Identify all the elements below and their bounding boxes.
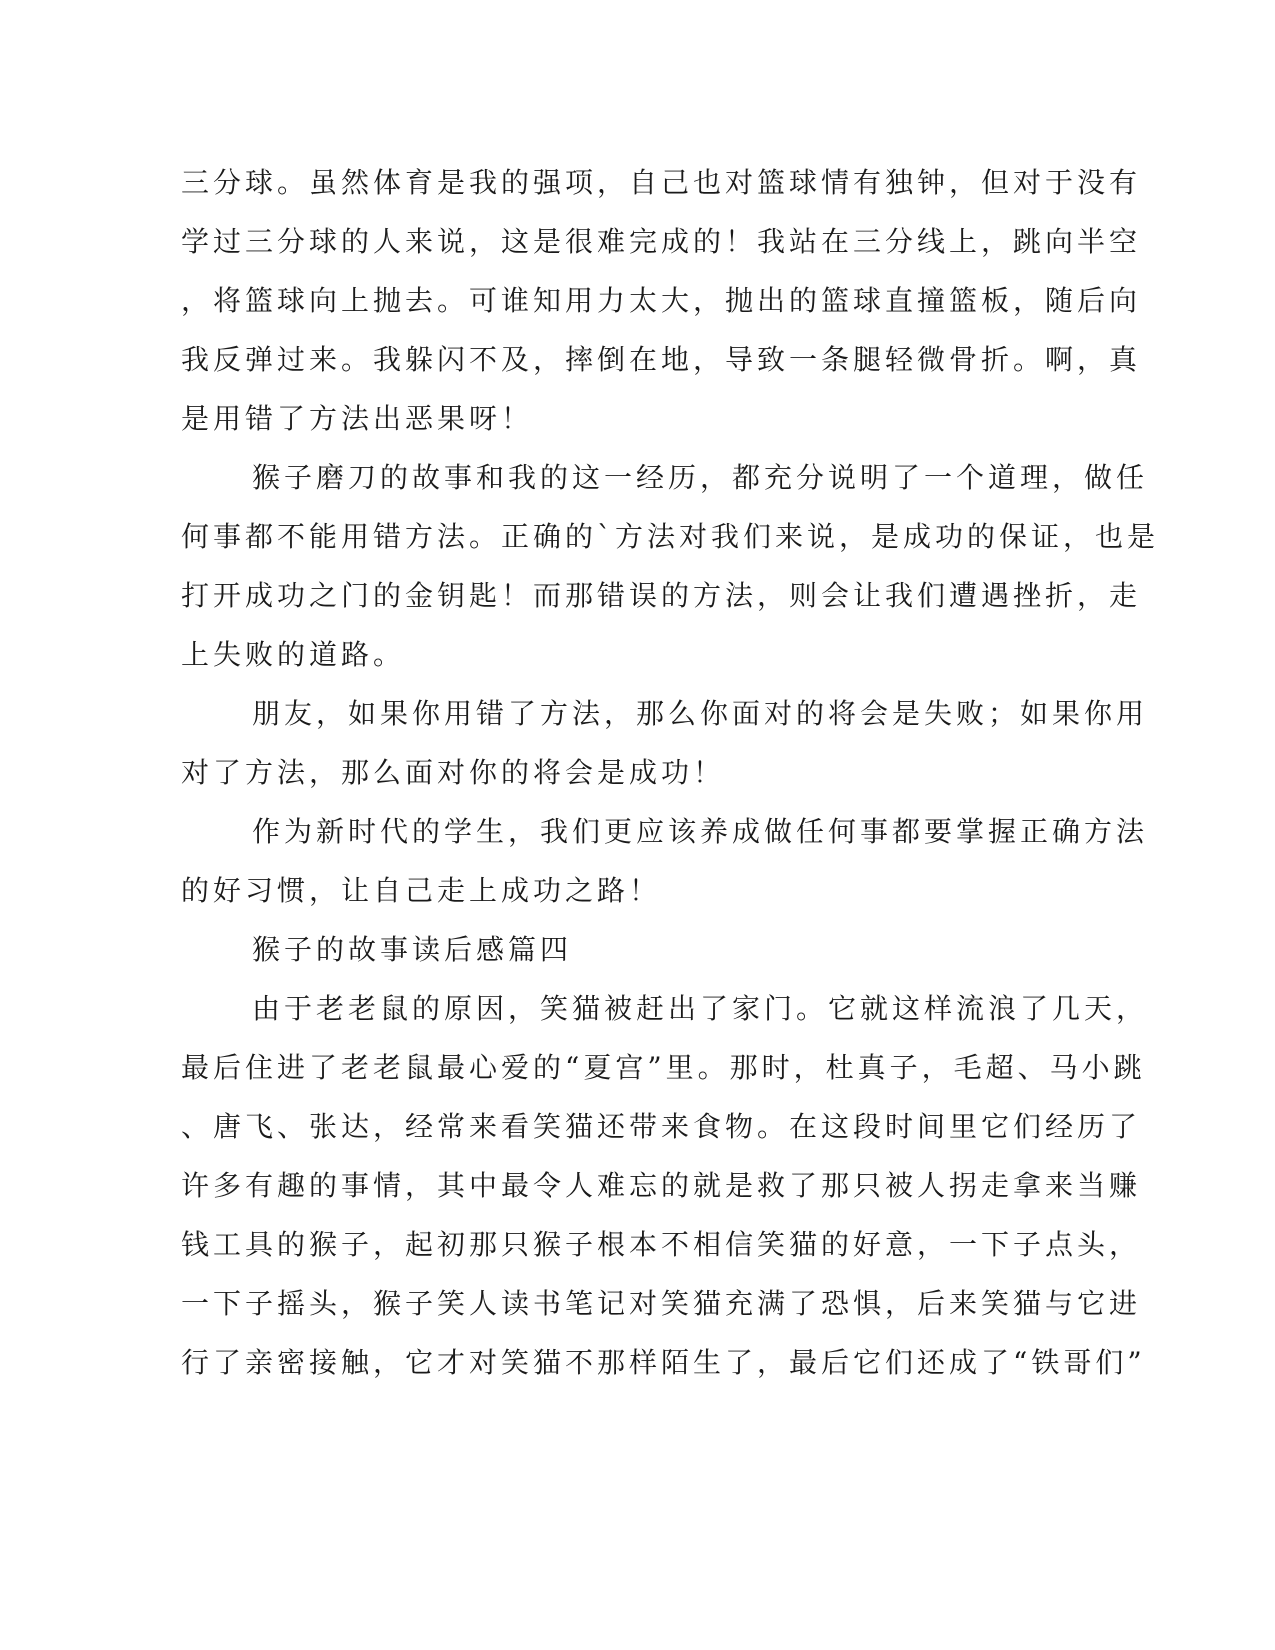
- text-line: 一下子摇头，猴子笑人读书笔记对笑猫充满了恐惧，后来笑猫与它进: [181, 1287, 1142, 1320]
- text-line: 的好习惯，让自己走上成功之路！: [181, 874, 662, 907]
- body-text: [181, 163, 1160, 1402]
- text-line: 何事都不能用错方法。正确的`方法对我们来说，是成功的保证，也是: [181, 520, 1160, 553]
- paragraph-first-line: 朋友，如果你用错了方法，那么你面对的将会是失败；如果你用: [252, 697, 1149, 730]
- text-line: 许多有趣的事情，其中最令人难忘的就是救了那只被人拐走拿来当赚: [181, 1169, 1142, 1202]
- paragraph-first-line: 由于老老鼠的原因，笑猫被赶出了家门。它就这样流浪了几天，: [252, 992, 1149, 1025]
- text-line: 钱工具的猴子，起初那只猴子根本不相信笑猫的好意，一下子点头，: [181, 1228, 1142, 1261]
- text-line: 是用错了方法出恶果呀！: [181, 402, 534, 435]
- text-line: 我反弹过来。我躲闪不及，摔倒在地，导致一条腿轻微骨折。啊，真: [181, 343, 1142, 376]
- text-line: 三分球。虽然体育是我的强项，自己也对篮球情有独钟，但对于没有: [181, 166, 1142, 199]
- paragraph-first-line: 猴子磨刀的故事和我的这一经历，都充分说明了一个道理，做任: [252, 461, 1149, 494]
- text-line: 行了亲密接触，它才对笑猫不那样陌生了，最后它们还成了“铁哥们”: [181, 1346, 1146, 1379]
- text-line: 学过三分球的人来说，这是很难完成的！我站在三分线上，跳向半空: [181, 225, 1142, 258]
- text-line: 对了方法，那么面对你的将会是成功！: [181, 756, 726, 789]
- text-line: 上失败的道路。: [181, 638, 406, 671]
- text-line: 最后住进了老老鼠最心爱的“夏宫”里。那时，杜真子，毛超、马小跳: [181, 1051, 1146, 1084]
- paragraph-first-line: 作为新时代的学生，我们更应该养成做任何事都要掌握正确方法: [252, 815, 1149, 848]
- text-line: 打开成功之门的金钥匙！而那错误的方法，则会让我们遭遇挫折，走: [181, 579, 1142, 612]
- text-line: ，将篮球向上抛去。可谁知用力太大，抛出的篮球直撞篮板，随后向: [181, 284, 1142, 317]
- text-line: 、唐飞、张达，经常来看笑猫还带来食物。在这段时间里它们经历了: [181, 1110, 1142, 1143]
- section-heading: 猴子的故事读后感篇四: [252, 933, 573, 966]
